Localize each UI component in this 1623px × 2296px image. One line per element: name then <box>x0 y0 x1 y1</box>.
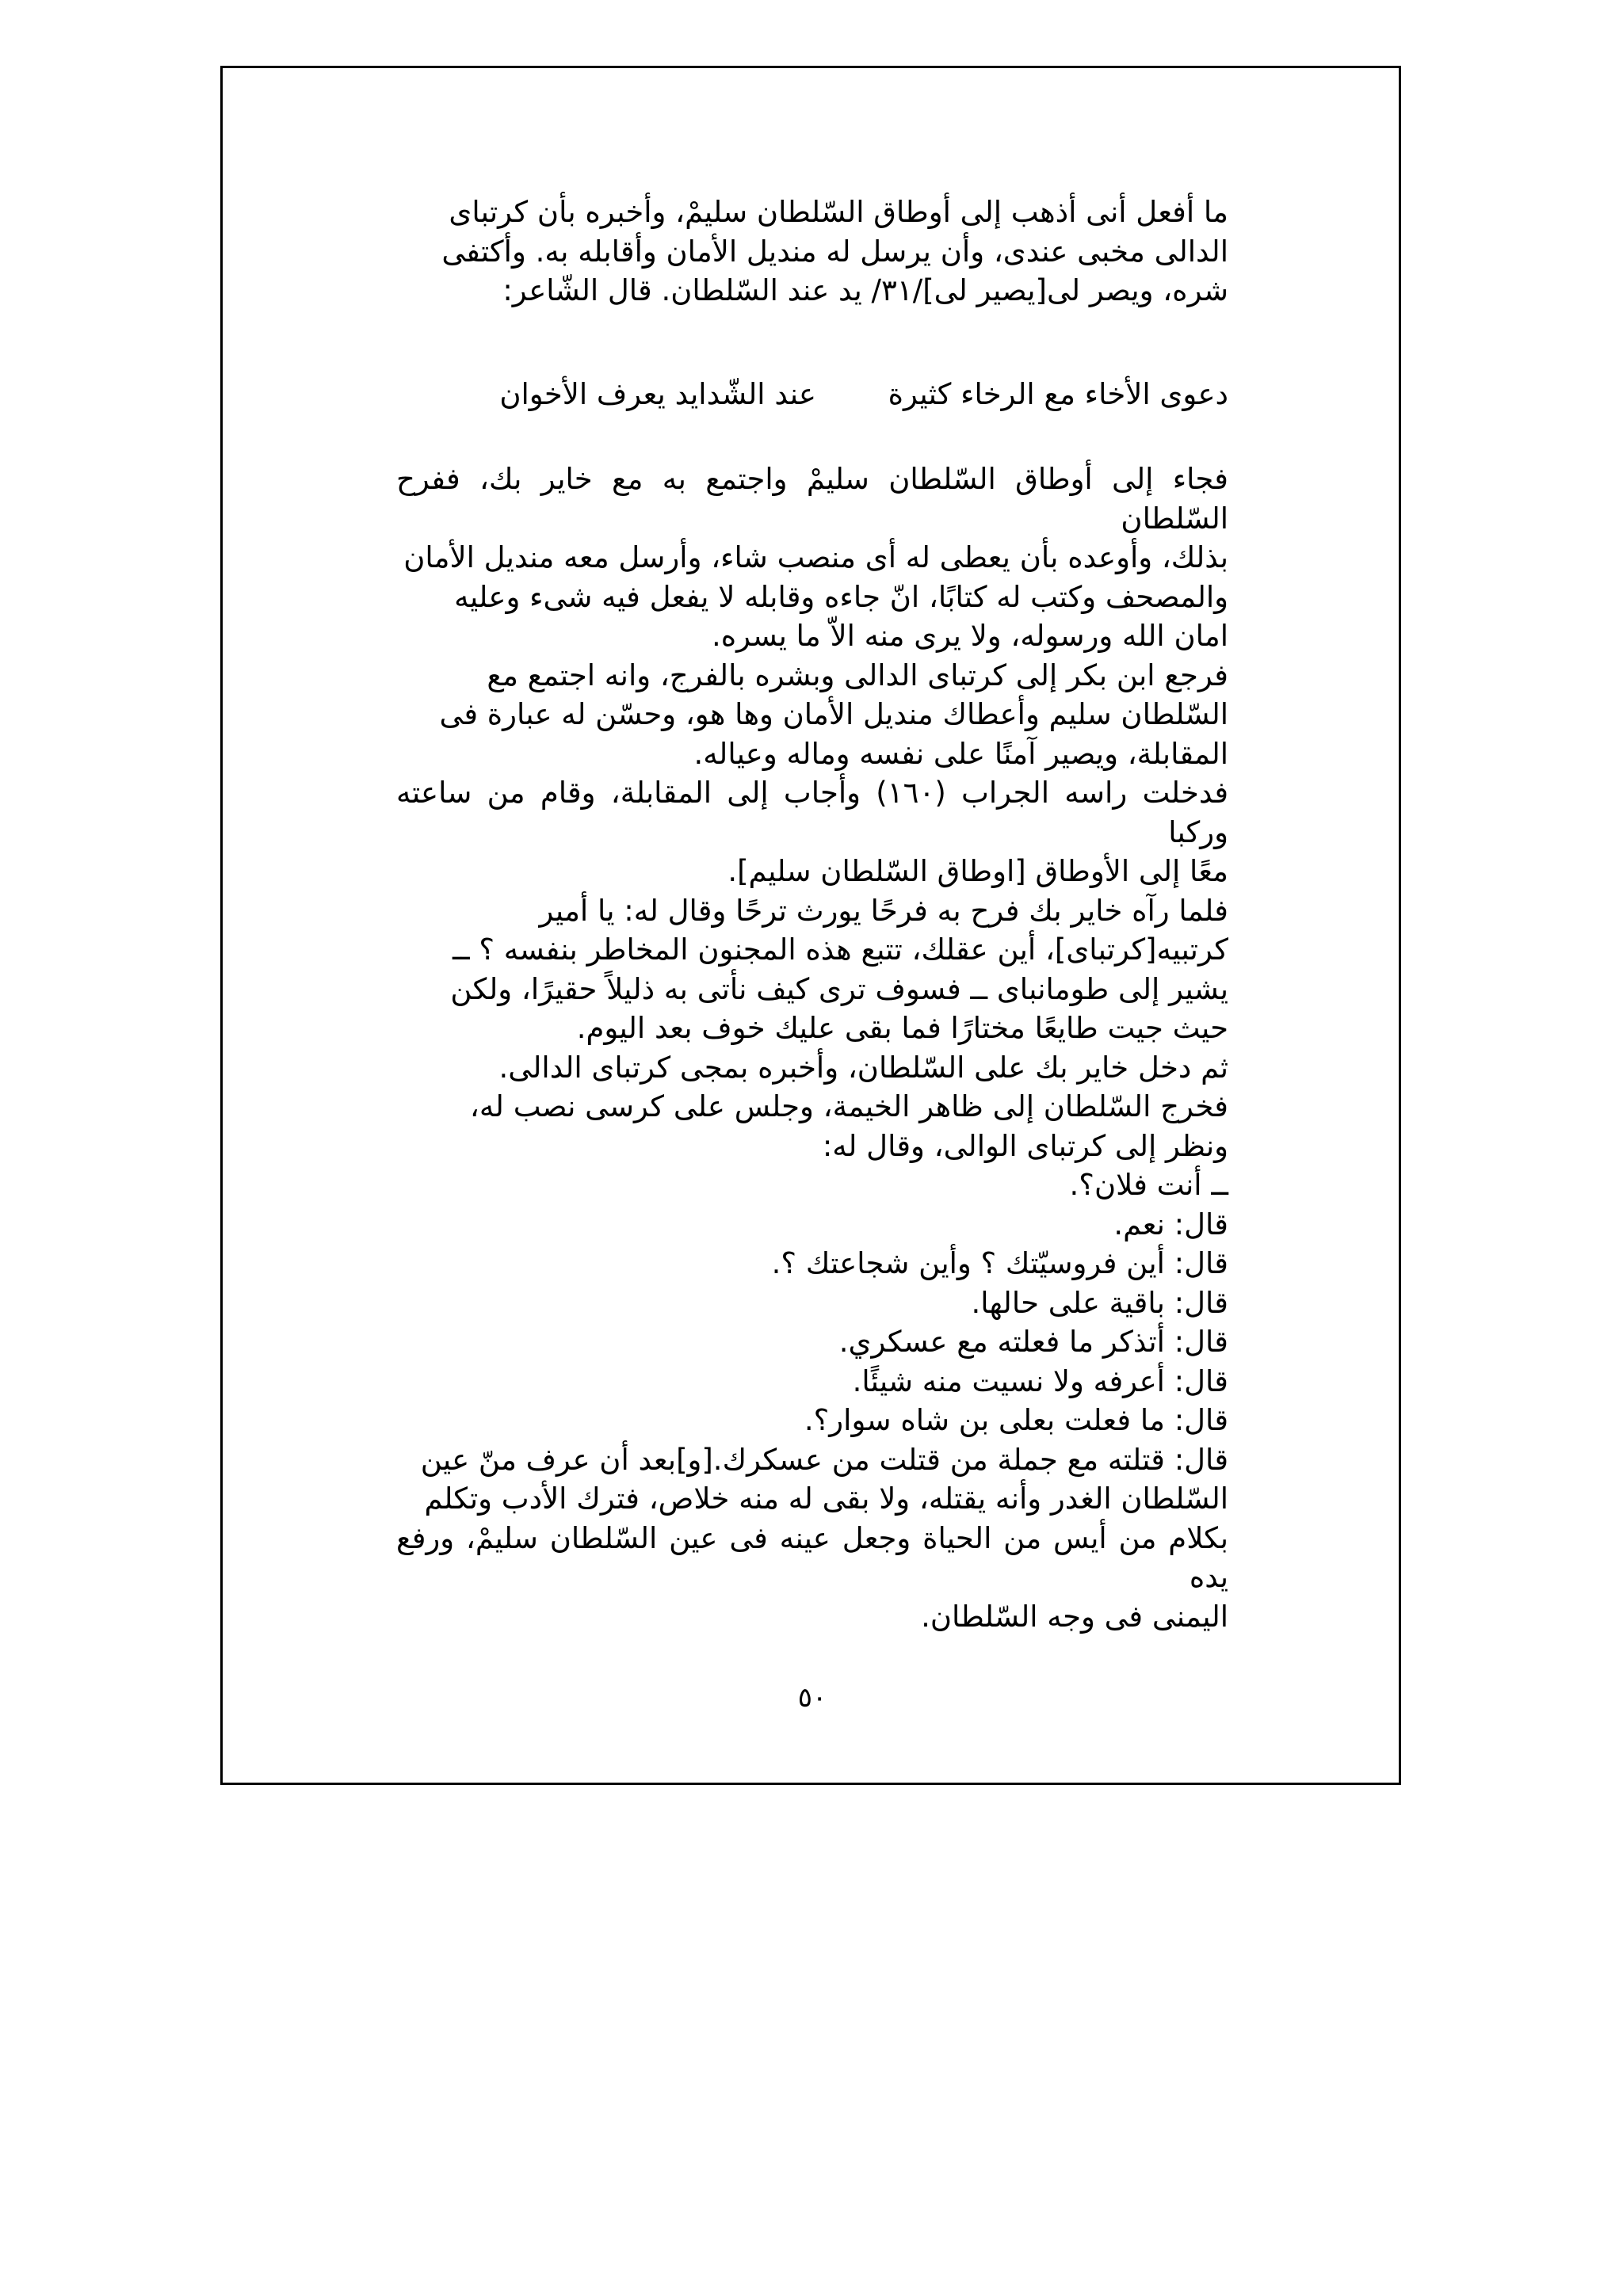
text-line: المقابلة، ويصير آمنًا على نفسه وماله وعياله. <box>693 736 1228 771</box>
text-line: فخرج السّلطان إلى ظاهر الخيمة، وجلس على كرسى نصب له، <box>469 1089 1228 1123</box>
text-line: امان الله ورسوله، ولا يرى منه الاّ ما يسره. <box>712 619 1228 653</box>
text-line: بكلام من أيس من الحياة وجعل عينه فى عين السّلطان سليمْ، ورفع يده <box>396 1520 1228 1594</box>
text-line: معًا إلى الأوطاق [اوطاق السّلطان سليم]. <box>727 854 1228 888</box>
text-line: فلما رآه خاير بك فرح به فرحًا يورث ترحًا وقال له: يا أمير <box>539 893 1228 928</box>
text-line: يشير إلى طومانباى ــ فسوف ترى كيف نأتى به ذليلاً حقيرًا، ولكن <box>450 971 1228 1006</box>
dialogue-line: قال: باقية على حالها. <box>971 1285 1228 1320</box>
text-line: شره، ويصر لى[يصير لى]/٣١/ يد عند السّلطان. قال الشّاعر: <box>502 273 1228 307</box>
dialogue-line: قال: أعرفه ولا نسيت منه شيئًا. <box>852 1363 1228 1398</box>
dialogue-line: قال: ما فعلت بعلى بن شاه سوار؟. <box>804 1403 1228 1437</box>
verse-first-hemistich: دعوى الأخاء مع الرخاء كثيرة <box>888 377 1228 411</box>
text-line: اليمنى فى وجه السّلطان. <box>921 1599 1228 1634</box>
poetry-verse <box>396 375 1228 414</box>
text-line: ــ أنت فلان؟. <box>1069 1168 1228 1202</box>
dialogue-line: قال: أتذكر ما فعلته مع عسكري. <box>838 1325 1228 1359</box>
text-line: كرتبيه[كرتباى]، أين عقلك، تتبع هذه المجنون المخاطر بنفسه ؟ ــ <box>452 933 1228 967</box>
text-line: حيث جيت طايعًا مختارًا فما بقى عليك خوف بعد اليوم. <box>576 1011 1228 1045</box>
narrative-body <box>396 460 1228 1636</box>
text-line: بذلك، وأوعده بأن يعطى له أى منصب شاء، وأرسل معه منديل الأمان <box>403 540 1228 574</box>
text-line: فرجع ابن بكر إلى كرتباى الدالى وبشره بالفرج، وانه اجتمع مع <box>487 658 1228 692</box>
text-line: فجاء إلى أوطاق السّلطان سليمْ واجتمع به مع خاير بك، ففرح السّلطان <box>396 462 1228 536</box>
text-line: ثم دخل خاير بك على السّلطان، وأخبره بمجى كرتباى الدالى. <box>498 1050 1228 1085</box>
text-line: السّلطان سليم وأعطاك منديل الأمان وها هو، وحسّن له عبارة فى <box>439 697 1228 731</box>
verse-second-hemistich: عند الشّدايد يعرف الأخوان <box>499 377 816 411</box>
dialogue-line: قال: أين فروسيّتك ؟ وأين شجاعتك ؟. <box>771 1246 1228 1280</box>
intro-paragraph <box>396 193 1228 311</box>
text-line: السّلطان الغدر وأنه يقتله، ولا بقى له منه خلاص، فترك الأدب وتكلم <box>424 1482 1228 1516</box>
text-line: فدخلت راسه الجراب (١٦٠) وأجاب إلى المقابلة، وقام من ساعته وركبا <box>396 776 1229 849</box>
text-line: ما أفعل أنى أذهب إلى أوطاق السّلطان سليمْ، وأخبره بأن كرتباى <box>449 195 1228 229</box>
text-line: ونظر إلى كرتباى الوالى، وقال له: <box>822 1128 1228 1163</box>
dialogue-line: قال: نعم. <box>1113 1207 1228 1241</box>
page-number: ٥٠ <box>797 1682 827 1714</box>
text-line: الدالى مخبى عندى، وأن يرسل له منديل الأمان وأقابله به. وأكتفى <box>441 234 1228 269</box>
dialogue-line: قال: قتلته مع جملة من قتلت من عسكرك.[و]بعد أن عرف منّ عين <box>420 1442 1228 1477</box>
text-line: والمصحف وكتب له كتابًا، انّ جاءه وقابله لا يفعل فيه شىء وعليه <box>454 579 1228 614</box>
